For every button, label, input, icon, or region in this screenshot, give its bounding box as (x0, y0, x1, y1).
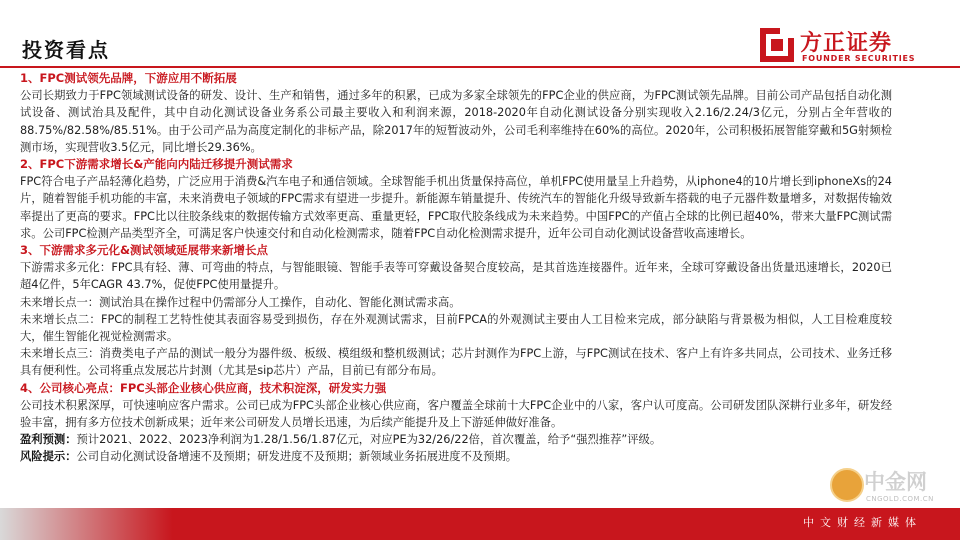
section-paragraph: 公司长期致力于FPC领域测试设备的研发、设计、生产和销售，通过多年的积累，已成为多家全球领先的FPC企业的供应商，为FPC测试领先品牌。目前公司产品包括自动化测试设备、测试治具及配件，其中自动化测试设备业务系公司最主要收入和利润来源，2018-2020年自动化测试设备分别实现收入2.16/2.24/3亿元，分别占全年营收的88.75%/82.58%/85.51%。由于公司产品为高度定制化的非标产品，除2017年的短暂波动外，公司毛利率维持在60%的高位。2020年，公司积极拓展智能穿戴和5G射频检测市场，实现营收3.5亿元，同比增长29.36%。 (20, 89, 892, 154)
risk-text: 公司自动化测试设备增速不及预期；研发进度不及预期；新领域业务拓展进度不及预期。 (76, 450, 518, 464)
logo-subtitle: FOUNDER SECURITIES (802, 54, 916, 63)
watermark-url: CNGOLD.COM.CN (866, 495, 934, 503)
watermark-name: 中金网 (864, 470, 927, 494)
logo-name: 方正证券 (800, 31, 893, 56)
section-paragraph: 未来增长点一：测试治具在操作过程中仍需部分人工操作，自动化、智能化测试需求高。 (20, 295, 461, 309)
section-heading: 1、FPC测试领先品牌，下游应用不断拓展 (20, 71, 237, 85)
coin-logo-icon (830, 468, 864, 502)
section-paragraph: 未来增长点二：FPC的制程工艺特性使其表面容易受到损伤，存在外观测试需求，目前FPCA的外观测试主要由人工目检来完成，部分缺陷与背景极为相似，人工目检难度较大，催生智能化视觉检测需求。 (20, 312, 892, 344)
watermark (830, 466, 950, 510)
section-heading: 2、FPC下游需求增长&产能向内陆迁移提升测试需求 (20, 157, 293, 172)
section-paragraph: FPC符合电子产品轻薄化趋势，广泛应用于消费&汽车电子和通信领域。全球智能手机出货量保持高位，单机FPC使用量呈上升趋势，从iphone4的10片增长到iphoneXs的24片，随着智能手机功能的丰富，未来消费电子领域的FPC需求有望进一步提升。新能源车销量提升、传统汽车的智能化升级导致新车搭载的电子元器件数量增多，对数据传输效率提出了更高的要求。FPC比以往胶条线束的数据传输方式效率更高、重量更轻，FPC取代胶条线成为未来趋势。中国FPC的产值占全球的比例已超40%，带来大量FPC测试需求。公司FPC检测产品类型齐全，可满足客户快速交付和自动化检测需求，随着FPC自动化检测需求提升，近年公司自动化测试设备营收高速增长。 (20, 175, 892, 240)
forecast-paragraph (20, 431, 892, 448)
risk-label: 风险提示： (20, 450, 77, 464)
section-heading: 3、下游需求多元化&测试领域延展带来新增长点 (20, 243, 269, 258)
brand-logo (760, 24, 940, 68)
section-heading: 4、公司核心亮点：FPC头部企业核心供应商，技术积淀深，研发实力强 (20, 380, 387, 395)
section-paragraph: 下游需求多元化：FPC具有轻、薄、可弯曲的特点，与智能眼镜、智能手表等可穿戴设备契合度较高，是其首选连接器件。近年来，全球可穿戴设备出货量迅速增长，2020已超4亿件，5年CAGR 43.7%，促使FPC使用量提升。 (20, 261, 892, 292)
section-3 (20, 242, 892, 380)
section-paragraph: 公司技术积累深厚，可快速响应客户需求。公司已成为FPC头部企业核心供应商，客户覆盖全球前十大FPC企业中的八家，客户认可度高。公司研发团队深耕行业多年，研发经验丰富，拥有多方位技术创新成果；近年来公司研发人员增长迅速，为后续产能提升及上下游延伸做好准备。 (20, 398, 892, 430)
page-title: 投资看点 (22, 38, 110, 62)
section-4 (20, 380, 892, 466)
main-content (20, 70, 892, 466)
risk-paragraph (20, 448, 892, 465)
forecast-label: 盈利预测： (20, 433, 77, 447)
section-2 (20, 156, 892, 242)
forecast-text: 预计2021、2022、2023净利润为1.28/1.56/1.87亿元，对应PE为32/26/22倍，首次覆盖，给予“强烈推荐”评级。 (76, 433, 662, 447)
section-1 (20, 70, 892, 156)
footer-text: 中文财经新媒体 (803, 516, 922, 529)
header-divider (0, 66, 960, 68)
founder-logo-icon (760, 28, 794, 62)
section-paragraph: 未来增长点三：消费类电子产品的测试一般分为器件级、板级、模组级和整机级测试；芯片封测作为FPC上游，与FPC测试在技术、客户上有许多共同点，公司技术、业务迁移具有便利性。公司将重点发展芯片封测（尤其是sip芯片）产品，目前已有部分布局。 (20, 347, 892, 378)
